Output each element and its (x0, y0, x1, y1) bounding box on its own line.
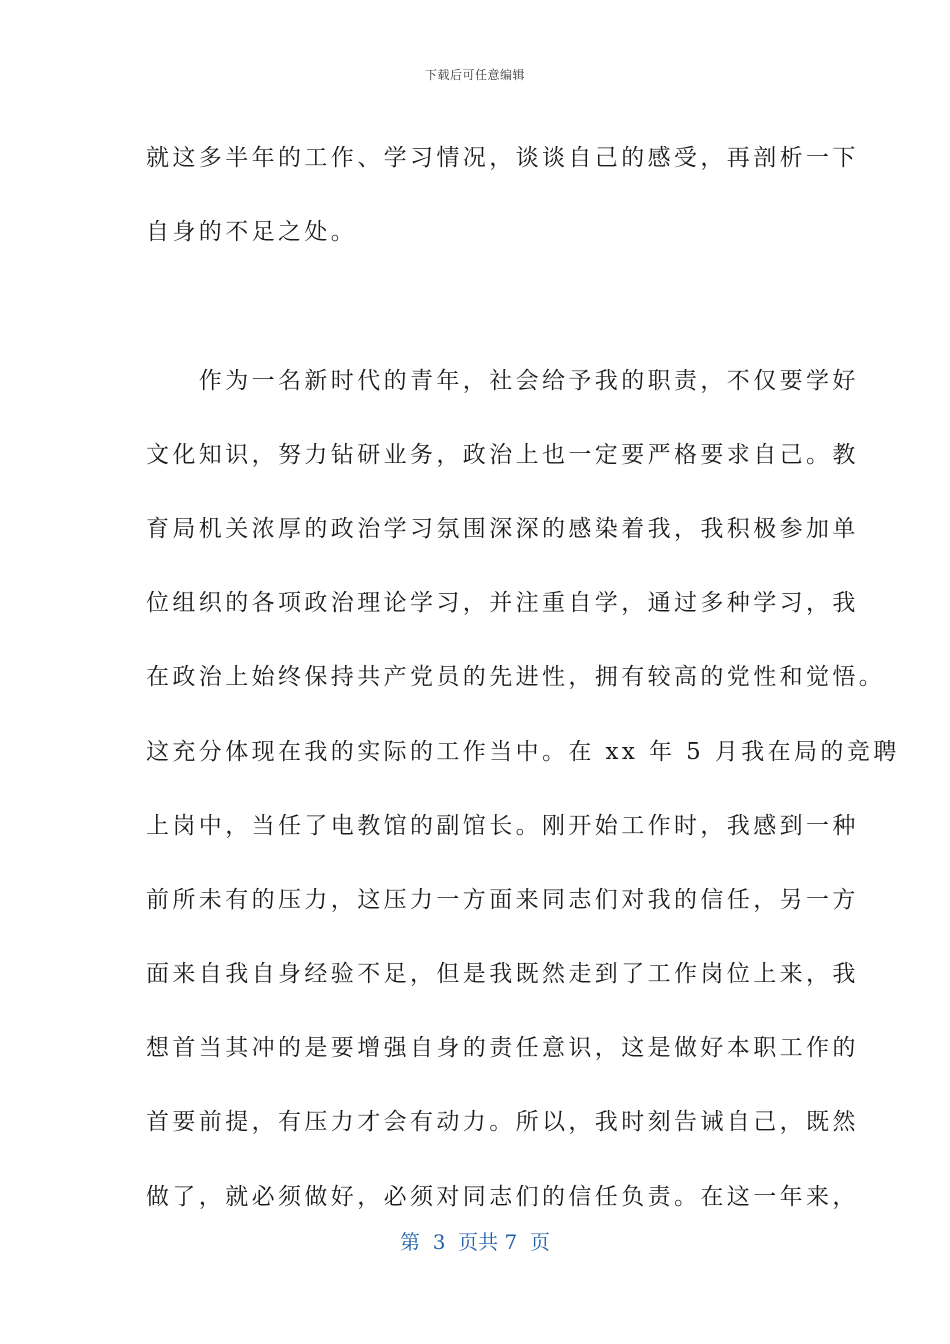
paragraph-line: 这充分体现在我的实际的工作当中。在 xx 年 5 月我在局的竞聘 (146, 738, 900, 765)
page-number-footer: 第 3 页共 7 页 (400, 1230, 550, 1254)
page-header: 下载后可任意编辑 (424, 68, 525, 82)
paragraph-line: 就这多半年的工作、学习情况，谈谈自己的感受，再剖析一下 (146, 145, 859, 171)
paragraph-line: 前所未有的压力，这压力一方面来同志们对我的信任，另一方 (146, 886, 859, 913)
paragraph-gap (146, 269, 816, 343)
paragraph-line: 想首当其冲的是要增强自身的责任意识，这是做好本职工作的 (146, 1035, 859, 1062)
paragraph-line: 位组织的各项政治理论学习，并注重自学，通过多种学习，我 (146, 590, 859, 617)
paragraph-line: 文化知识，努力钻研业务，政治上也一定要严格要求自己。教 (146, 441, 859, 468)
document-body (146, 121, 900, 1234)
paragraph-line: 育局机关浓厚的政治学习氛围深深的感染着我，我积极参加单 (146, 515, 859, 542)
paragraph-line: 上岗中，当任了电教馆的副馆长。刚开始工作时，我感到一种 (146, 812, 859, 839)
paragraph-line: 做了，就必须做好，必须对同志们的信任负责。在这一年来， (146, 1183, 859, 1210)
paragraph-line: 作为一名新时代的青年，社会给予我的职责，不仅要学好 (146, 367, 859, 394)
paragraph-line: 在政治上始终保持共产党员的先进性，拥有较高的党性和觉悟。 (146, 664, 886, 691)
paragraph-line: 面来自我自身经验不足，但是我既然走到了工作岗位上来，我 (146, 961, 859, 988)
paragraph-line: 自身的不足之处。 (146, 219, 358, 246)
paragraph-line: 首要前提，有压力才会有动力。所以，我时刻告诫自己，既然 (146, 1109, 859, 1136)
